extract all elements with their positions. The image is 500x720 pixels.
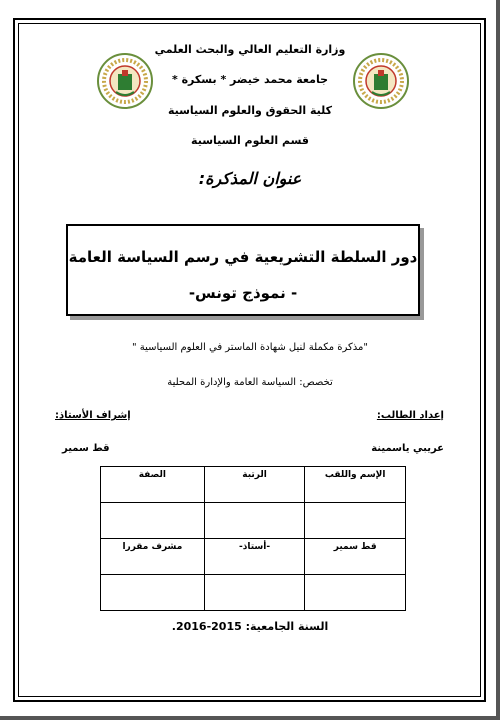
cell-name bbox=[305, 503, 406, 539]
student-name: عريبي ياسمينة bbox=[371, 443, 444, 454]
table-header-row bbox=[101, 467, 406, 503]
header-rank: الرتبة bbox=[204, 467, 305, 503]
ministry-name: وزارة التعليم العالي والبحث العلمي bbox=[154, 43, 346, 56]
cell-rank bbox=[204, 575, 305, 611]
cell-role: مشرف مقررا bbox=[101, 539, 205, 575]
cell-rank: -أستاذ- bbox=[204, 539, 305, 575]
supervisor-name: قط سمير bbox=[62, 443, 110, 454]
department-name: قسم العلوم السياسية bbox=[191, 134, 309, 147]
faculty-name: كلية الحقوق والعلوم السياسية bbox=[167, 104, 333, 117]
table-row bbox=[101, 503, 406, 539]
supervisor-label: إشراف الأستاذ: bbox=[55, 410, 131, 421]
table-row bbox=[101, 539, 406, 575]
thesis-title-line2: - نموذج تونس- bbox=[188, 284, 298, 302]
cell-rank bbox=[204, 503, 305, 539]
cell-name: قط سمير bbox=[305, 539, 406, 575]
university-name: جامعة محمد خيضر * بسكرة * bbox=[171, 73, 329, 86]
header-role: الصفة bbox=[101, 467, 205, 503]
table-row bbox=[101, 575, 406, 611]
header-name: الإسم واللقب bbox=[305, 467, 406, 503]
jury-table bbox=[100, 466, 406, 611]
academic-year: السنة الجامعية: 2015-2016. bbox=[171, 620, 329, 633]
specialty: تخصص: السياسة العامة والإدارة المحلية bbox=[167, 377, 333, 388]
thesis-title-label: عنوان المذكرة: bbox=[198, 169, 302, 188]
cell-name bbox=[305, 575, 406, 611]
thesis-title-box bbox=[66, 224, 420, 316]
student-label: إعداد الطالب: bbox=[376, 410, 444, 421]
cell-role bbox=[101, 575, 205, 611]
degree-note: "مذكرة مكملة لنيل شهادة الماستر في العلوم السياسية " bbox=[131, 342, 369, 353]
cell-role bbox=[101, 503, 205, 539]
thesis-title-line1: دور السلطة التشريعية في رسم السياسة العامة bbox=[68, 248, 418, 266]
